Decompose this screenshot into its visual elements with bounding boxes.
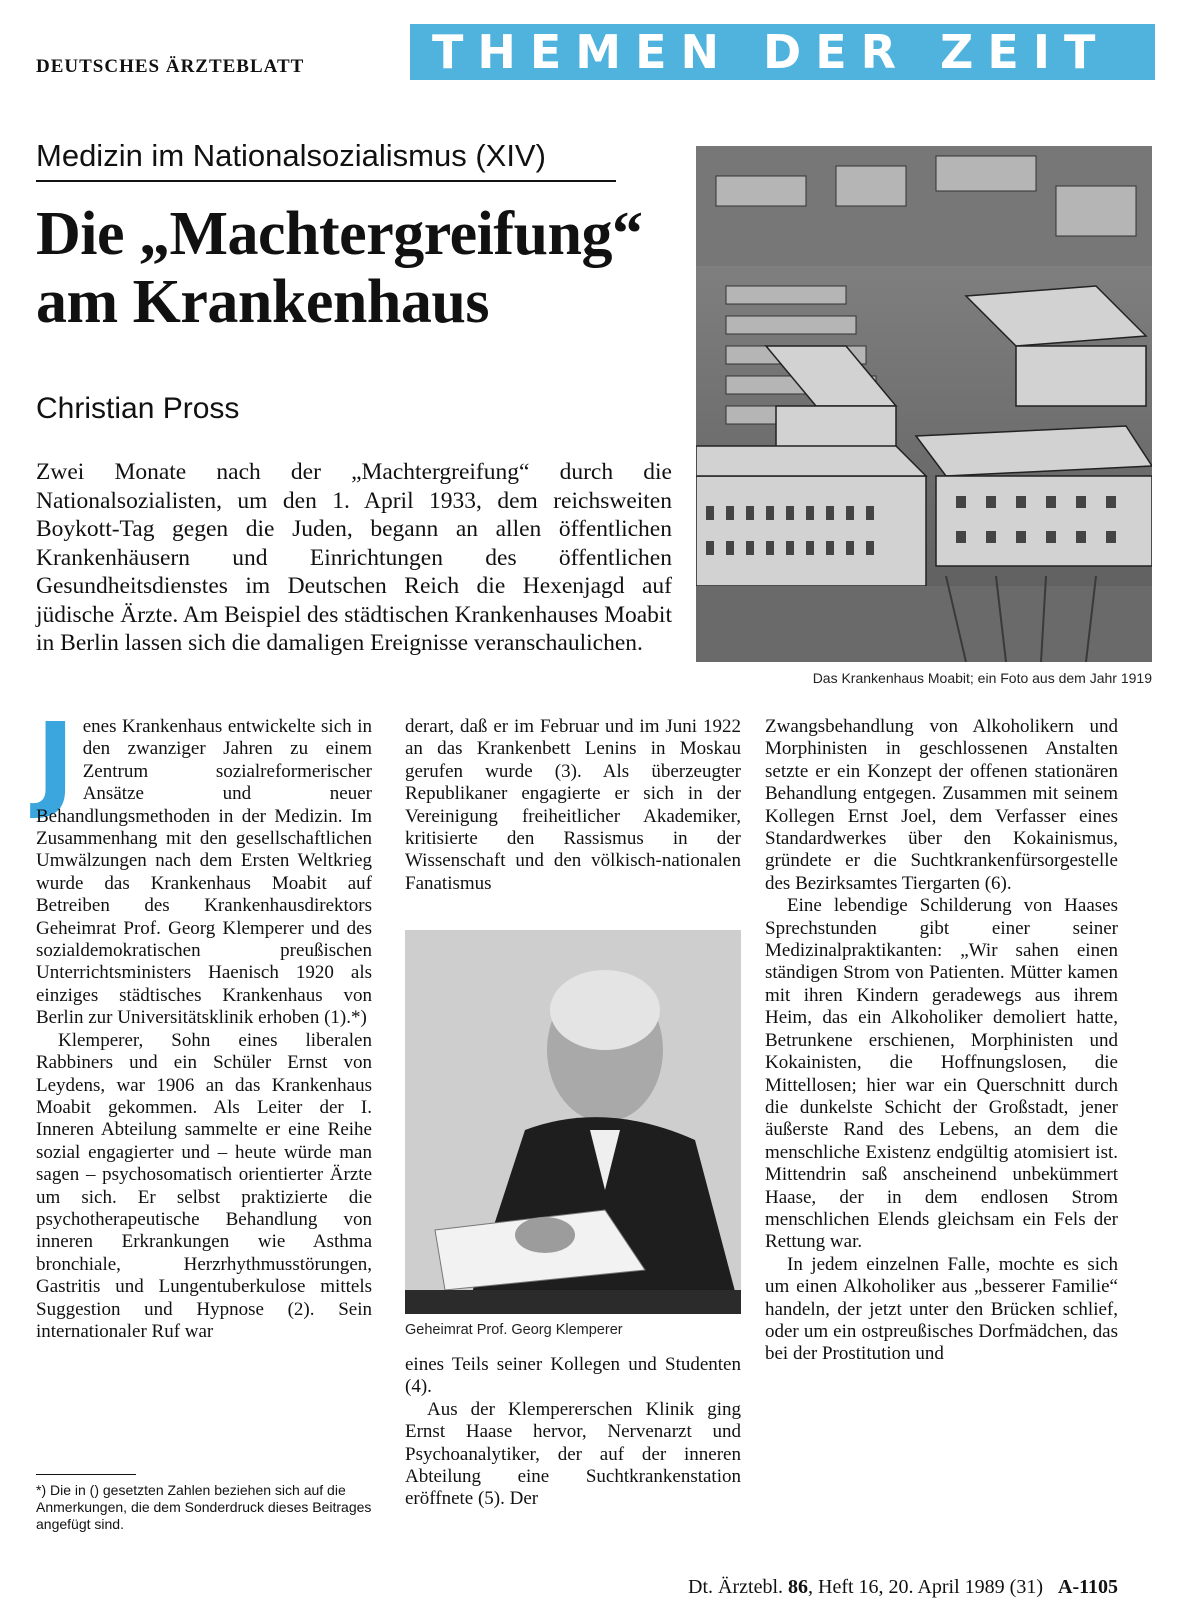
- footnote: *) Die in () gesetzten Zahlen beziehen sich auf die Anmerkungen, die dem Sonderdruck dieses Beitrages angefügt sind.: [36, 1482, 372, 1532]
- column-2-paragraph-3: Aus der Klempererschen Klinik ging Ernst Haase hervor, Nervenarzt und Psychoanalytiker, der auf der inneren Abteilung eine Suchtkrankenstation eröffnete (5). Der: [405, 1398, 741, 1510]
- footer-issue: , Heft 16, 20. April 1989 (31): [808, 1576, 1043, 1598]
- column-2-paragraph-2: eines Teils seiner Kollegen und Studenten (4).: [405, 1354, 741, 1398]
- column-1-paragraph-2: Klemperer, Sohn eines liberalen Rabbiners und ein Schüler Ernst von Leydens, war 1906 an das Krankenhaus Moabit gekommen. Als Leiter der I. Inneren Abteilung sammelte er eine Reihe sozial engagierter und – heute würde man sagen – psychosomatisch orientierter Ärzte um sich. Er selbst praktizierte die psychotherapeutische Behandlung von inneren Erkrankungen wie Asthma bronchiale, Herzrhythmusstörungen, Gastritis und Lungentuberkulose mittels Suggestion und Hypnose (2). Sein internationaler Ruf war: [36, 1029, 372, 1342]
- author: Christian Pross: [36, 392, 240, 425]
- photo-caption-hospital: Das Krankenhaus Moabit; ein Foto aus dem Jahr 1919: [812, 670, 1152, 686]
- column-3-paragraph-1: Zwangsbehandlung von Alkoholikern und Morphinisten in geschlossenen Anstalten setzte er ein Konzept der offenen stationären Behandlung entgegen. Zusammen mit seinem Kollegen Ernst Joel, dem Verfasser eines Standardwerkes über den Kokainismus, gründete er die Suchtkrankenfürsorgestelle des Bezirksamtes Tiergarten (6).: [765, 716, 1118, 894]
- column-2-continued: [405, 1354, 741, 1511]
- hospital-aerial-photo: [696, 146, 1152, 662]
- lead-paragraph: Zwei Monate nach der „Machtergreifung“ durch die Nationalsozialisten, um den 1. April 1933, dem reichsweiten Boykott-Tag gegen die Juden, begann an allen öffentlichen Krankenhäusern und Einrichtungen des öffentlichen Gesundheitsdienstes im Deutschen Reich die Hexenjagd auf jüdische Ärzte. Am Beispiel des städtischen Krankenhauses Moabit in Berlin lassen sich die damaligen Ereignisse veranschaulichen.: [36, 459, 672, 656]
- klemperer-portrait-photo: [405, 930, 741, 1314]
- column-1: [36, 700, 372, 1343]
- column-2: [405, 716, 741, 895]
- column-1-paragraph-1: enes Krankenhaus entwickelte sich in den zwanziger Jahren zu einem Zentrum sozialreformerischer Ansätze und neuer Behandlungsmethoden in der Medizin. Im Zusammenhang mit den gesellschaftlichen Umwälzungen nach dem Ersten Weltkrieg wurde das Krankenhaus Moabit auf Betreiben des Krankenhausdirektors Geheimrat Prof. Georg Klemperer und des sozialdemokratischen preußischen Unterrichtsministers Haenisch 1920 als einziges städtisches Krankenhaus von Berlin zur Universitätsklinik erhoben (1).*): [36, 716, 372, 1029]
- masthead: DEUTSCHES ÄRZTEBLATT: [36, 56, 305, 77]
- column-3-paragraph-3: In jedem einzelnen Falle, mochte es sich um einen Alkoholiker aus „besserer Familie“ handeln, der jetzt unter den Brücken schlief, oder um ein ostpreußisches Dorfmädchen, das bei der Prostitution und: [765, 1253, 1118, 1365]
- section-rubric: THEMEN DER ZEIT: [410, 24, 1155, 80]
- headline-line-1: Die „Machtergreifung“: [36, 200, 643, 268]
- series-title: Medizin im Nationalsozialismus (XIV): [36, 138, 616, 182]
- column-2-paragraph-1: derart, daß er im Februar und im Juni 1922 an das Krankenbett Lenins in Moskau gerufen wurde (3). Als überzeugter Republikaner engagierte er sich in der Vereinigung freiheitlicher Akademiker, kritisierte den Rassismus in der Wissenschaft und den völkisch-nationalen Fanatismus: [405, 716, 741, 894]
- headline-line-2: am Krankenhaus: [36, 268, 489, 336]
- footnote-rule: [36, 1474, 136, 1475]
- photo-caption-portrait: Geheimrat Prof. Georg Klemperer: [405, 1322, 623, 1338]
- footer-volume: 86: [788, 1576, 809, 1598]
- footer-source: Dt. Ärztebl.: [688, 1576, 784, 1598]
- drop-cap: J: [36, 700, 75, 822]
- footer-page-number: A-1105: [1058, 1576, 1118, 1598]
- headline: [36, 200, 676, 336]
- page-footer: [688, 1576, 1118, 1599]
- column-3-paragraph-2: Eine lebendige Schilderung von Haases Sprechstunden gibt einer seiner Medizinalpraktikanten: „Wir sahen einen ständigen Strom von Patienten. Mütter kamen mit ihren Kindern geradewegs aus ihrem Heim, das ein Alkoholiker demoliert hatte, Betrunkene erschienen, Morphinisten und Kokainisten, die Hoffnungslosen, die Mittellosen; hier war ein Querschnitt durch die dunkelste Schicht der Großstadt, jener äußerste Rand des Lebens, an dem die menschliche Existenz endgültig atomisiert ist. Mittendrin saß anscheinend unbekümmert Haase, der in dem endlosen Strom menschlichen Elends gleichsam ein Fels der Rettung war.: [765, 895, 1118, 1253]
- column-3: [765, 716, 1118, 1366]
